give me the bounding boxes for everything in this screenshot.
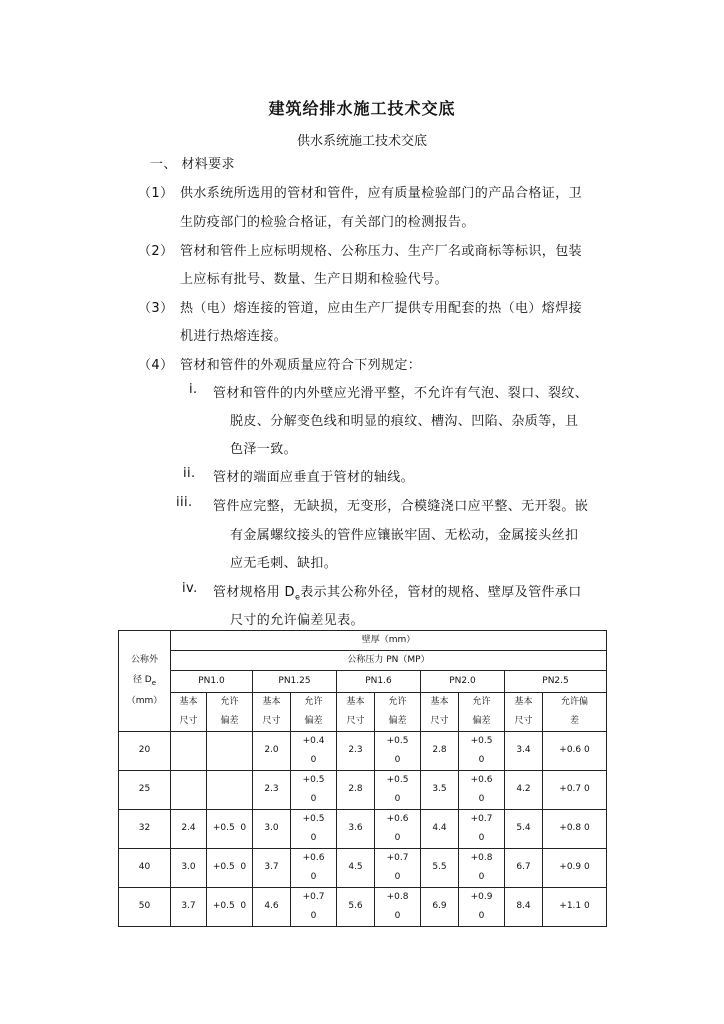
tolerance-cell: +0.8 0 xyxy=(543,809,607,848)
tolerance-cell: +0.5 0 xyxy=(375,731,421,770)
tolerance-cell: +1.1 0 xyxy=(543,887,607,926)
subitem-number: iii. xyxy=(176,495,193,510)
tolerance-header: 允许 偏差 xyxy=(207,692,253,731)
subitem-text: 管材规格用 $D_e$表示其公称外径，管材的规格、壁厚及管件承口 xyxy=(213,585,582,602)
subitem-number: iv. xyxy=(182,581,198,596)
basic-size-cell: 5.5 xyxy=(421,848,459,887)
tolerance-cell: +0.5 0 xyxy=(207,809,253,848)
pn-header: PN1.0 xyxy=(171,671,253,693)
tolerance-cell: +0.5 0 xyxy=(291,770,337,809)
outer-diameter-cell: 40 xyxy=(119,848,171,887)
basic-size-cell: 3.7 xyxy=(253,848,291,887)
basic-size-cell: 2.3 xyxy=(253,770,291,809)
basic-size-cell: 8.4 xyxy=(505,887,543,926)
basic-size-cell: 5.6 xyxy=(337,887,375,926)
item-text: 热（电）熔连接的管道，应由生产厂提供专用配套的热（电）熔焊接 xyxy=(180,301,583,316)
basic-size-header: 基本 尺寸 xyxy=(171,692,207,731)
tolerance-cell: +0.5 0 xyxy=(207,848,253,887)
tolerance-cell: +0.5 0 xyxy=(291,809,337,848)
basic-size-cell: 3.4 xyxy=(505,731,543,770)
tolerance-cell: +0.5 0 xyxy=(207,887,253,926)
basic-size-cell: 3.5 xyxy=(421,770,459,809)
tolerance-cell: +0.8 0 xyxy=(375,887,421,926)
pressure-header: 公称压力 PN（MP） xyxy=(171,651,607,671)
basic-size-cell: 2.4 xyxy=(171,809,207,848)
basic-size-cell: 4.5 xyxy=(337,848,375,887)
pn-header: PN2.5 xyxy=(505,671,607,693)
basic-size-header: 基本 尺寸 xyxy=(421,692,459,731)
tolerance-header: 允许 偏差 xyxy=(459,692,505,731)
tolerance-cell xyxy=(207,731,253,770)
item-number: （1） xyxy=(138,186,174,201)
subitem-text: 尺寸的允许偏差见表。 xyxy=(230,613,365,628)
outer-diameter-cell: 50 xyxy=(119,887,171,926)
pn-header: PN1.6 xyxy=(337,671,421,693)
tolerance-cell: +0.7 0 xyxy=(375,848,421,887)
basic-size-header: 基本 尺寸 xyxy=(253,692,291,731)
basic-size-header: 基本 尺寸 xyxy=(337,692,375,731)
tolerance-cell: +0.6 0 xyxy=(375,809,421,848)
tolerance-cell: +0.6 0 xyxy=(543,731,607,770)
pn-header: PN2.0 xyxy=(421,671,505,693)
tolerance-cell: +0.4 0 xyxy=(291,731,337,770)
tolerance-cell: +0.5 0 xyxy=(459,731,505,770)
subitem-text: 脱皮、分解变色线和明显的痕纹、槽沟、凹陷、杂质等，且 xyxy=(230,414,579,429)
od-label-3: （mm） xyxy=(119,692,171,731)
item-text: 机进行热熔连接。 xyxy=(180,329,288,344)
subitem-text: 管材和管件的内外壁应光滑平整，不允许有气泡、裂口、裂纹、 xyxy=(213,386,589,401)
tolerance-cell: +0.9 0 xyxy=(459,887,505,926)
basic-size-cell: 2.3 xyxy=(337,731,375,770)
basic-size-cell: 3.6 xyxy=(337,809,375,848)
tolerance-cell: +0.9 0 xyxy=(543,848,607,887)
wall-thickness-header: 壁厚（mm） xyxy=(171,631,607,651)
basic-size-cell xyxy=(171,731,207,770)
basic-size-cell: 6.7 xyxy=(505,848,543,887)
item-number: （2） xyxy=(138,244,174,259)
item-number: （4） xyxy=(138,358,174,373)
pn-header: PN1.25 xyxy=(253,671,337,693)
table-row xyxy=(119,887,607,926)
subitem-text: 色泽一致。 xyxy=(230,442,298,457)
tolerance-header: 允许偏 差 xyxy=(543,692,607,731)
table-row xyxy=(119,731,607,770)
corner-cell xyxy=(119,631,171,651)
tolerance-header: 允许 偏差 xyxy=(291,692,337,731)
basic-size-cell: 4.4 xyxy=(421,809,459,848)
tolerance-cell: +0.8 0 xyxy=(459,848,505,887)
basic-size-cell: 2.0 xyxy=(253,731,291,770)
subitem-text: 有金属螺纹接头的管件应镶嵌牢固、无松动，金属接头丝扣 xyxy=(230,528,579,543)
item-text: 上应标有批号、数量、生产日期和检验代号。 xyxy=(180,272,449,287)
pipe-spec-table xyxy=(118,630,607,927)
basic-size-cell: 2.8 xyxy=(337,770,375,809)
subitem-text: 管件应完整，无缺损，无变形，合模缝浇口应平整、无开裂。嵌 xyxy=(213,499,589,514)
basic-size-cell: 3.0 xyxy=(171,848,207,887)
basic-size-cell: 4.2 xyxy=(505,770,543,809)
subitem-number: i. xyxy=(189,382,198,397)
subitem-text: 管材的端面应垂直于管材的轴线。 xyxy=(213,470,415,485)
basic-size-cell: 5.4 xyxy=(505,809,543,848)
tolerance-cell: +0.6 0 xyxy=(291,848,337,887)
table-row xyxy=(119,770,607,809)
tolerance-cell: +0.7 0 xyxy=(291,887,337,926)
basic-size-header: 基本 尺寸 xyxy=(505,692,543,731)
basic-size-cell: 4.6 xyxy=(253,887,291,926)
item-text: 管材和管件的外观质量应符合下列规定： xyxy=(180,358,422,373)
document-subtitle: 供水系统施工技术交底 xyxy=(296,134,427,149)
basic-size-cell: 2.8 xyxy=(421,731,459,770)
basic-size-cell: 6.9 xyxy=(421,887,459,926)
table-row xyxy=(119,848,607,887)
tolerance-cell: +0.7 0 xyxy=(459,809,505,848)
outer-diameter-cell: 32 xyxy=(119,809,171,848)
item-text: 供水系统所选用的管材和管件，应有质量检验部门的产品合格证，卫 xyxy=(180,186,583,201)
item-number: （3） xyxy=(138,301,174,316)
od-label-2: 径 $D_e$ xyxy=(119,671,171,693)
item-text: 管材和管件上应标明规格、公称压力、生产厂名或商标等标识，包装 xyxy=(180,244,583,259)
od-label-1: 公称外 xyxy=(119,651,171,671)
subitem-number: ii. xyxy=(183,466,196,481)
tolerance-cell: +0.5 0 xyxy=(375,770,421,809)
outer-diameter-cell: 25 xyxy=(119,770,171,809)
tolerance-cell: +0.7 0 xyxy=(543,770,607,809)
document-title: 建筑给排水施工技术交底 xyxy=(268,99,456,118)
subitem-text: 应无毛刺、缺扣。 xyxy=(230,556,338,571)
tolerance-cell: +0.6 0 xyxy=(459,770,505,809)
section-heading: 一、 材料要求 xyxy=(150,157,235,172)
table-row xyxy=(119,809,607,848)
basic-size-cell: 3.7 xyxy=(171,887,207,926)
item-text: 生防疫部门的检验合格证，有关部门的检测报告。 xyxy=(180,215,475,230)
tolerance-cell xyxy=(207,770,253,809)
basic-size-cell: 3.0 xyxy=(253,809,291,848)
outer-diameter-cell: 20 xyxy=(119,731,171,770)
tolerance-header: 允许 偏差 xyxy=(375,692,421,731)
basic-size-cell xyxy=(171,770,207,809)
